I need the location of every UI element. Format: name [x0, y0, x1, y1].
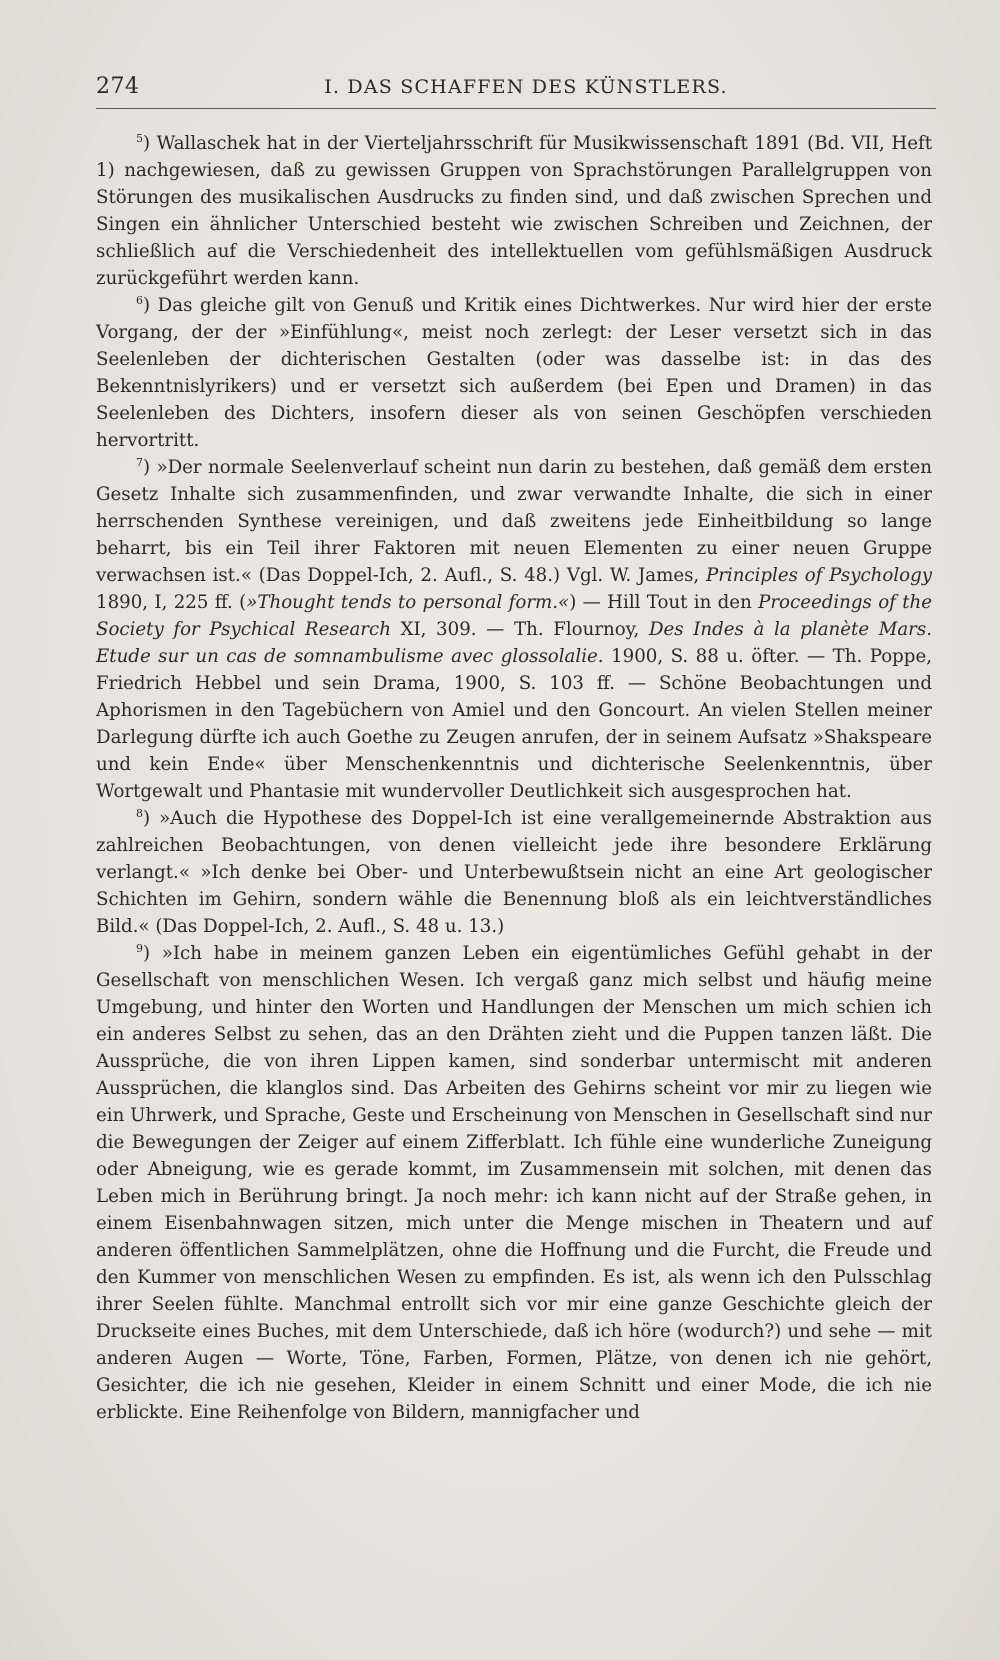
quote-italic: »Thought tends to personal form.«: [246, 592, 570, 613]
page-number: 274: [96, 74, 140, 99]
footnote-text: ) — Hill Tout in den: [569, 592, 759, 613]
footnote-marker: 5: [136, 132, 143, 145]
book-title-italic: Principles of Psychology: [705, 565, 933, 586]
footnote-5: [96, 130, 932, 292]
footnote-text: ) »Der normale Seelenverlauf scheint nun darin zu bestehen, daß gemäß dem ersten Gesetz Inhalte sich zusammenfinden, und zwar verwandte Inhalte, die sich in einer herrschenden Synthese vereinigen, und daß zweitens jede Einheitbildung so lange beharrt, bis ein Teil ihrer Faktoren mit neuen Elementen zu einer neuen Gruppe verwachsen ist.« (Das Doppel-Ich, 2. Aufl., S. 48.) Vgl. W. James,: [96, 457, 932, 586]
footnote-7: [96, 454, 932, 805]
header-rule: [96, 108, 936, 109]
footnote-6: [96, 292, 932, 454]
footnote-marker: 9: [136, 942, 143, 955]
footnote-text: ) »Ich habe in meinem ganzen Leben ein eigentümliches Gefühl gehabt in der Gesellschaft von menschlichen Wesen. Ich vergaß ganz mich selbst und häufig meine Umgebung, und hinter den Worten und Handlungen der Menschen um mich schien ich ein anderes Selbst zu sehen, das an den Drähten zieht und die Puppen tanzen läßt. Die Aussprüche, die von ihren Lippen kamen, sind sonderbar untermischt mit anderen Aussprüchen, die klanglos sind. Das Arbeiten des Gehirns scheint vor mir zu liegen wie ein Uhrwerk, und Sprache, Geste und Erscheinung von Menschen in Gesellschaft sind nur die Bewegungen der Zeiger auf einem Zifferblatt. Ich fühle eine wunderliche Zuneigung oder Abneigung, wie es gerade kommt, im Zusammensein mit solchen, mit denen das Leben mich in Berührung bringt. Ja noch mehr: ich kann nicht auf der Straße gehen, in einem Eisenbahnwagen sitzen, mich unter die Menge mischen in Theatern und auf anderen öffentlichen Sammelplätzen, ohne die Hoffnung und die Furcht, die Freude und den Kummer von menschlichen Wesen zu empfinden. Es ist, als wenn ich den Pulsschlag ihrer Seelen fühlte. Manchmal entrollt sich vor mir eine ganze Geschichte gleich der Druckseite eines Buches, mit dem Unterschiede, daß ich höre (wodurch?) und sehe — mit anderen Augen — Worte, Töne, Farben, Formen, Plätze, von denen ich nie gehört, Gesichter, die ich nie gesehen, Kleider in einem Schnitt und einer Mode, die ich nie erblickte. Eine Reihenfolge von Bildern, mannigfacher und: [96, 943, 932, 1423]
footnote-text: 1900, S. 88 u. öfter. — Th. Poppe, Friedrich Hebbel und sein Drama, 1900, S. 103 ff. — Schöne Beobachtungen und Aphorismen in den Tagebüchern von Amiel und den Goncourt. An vielen Stellen meiner Darlegung dürfte ich auch Goethe zu Zeugen anrufen, der in seinem Aufsatz »Shakspeare und kein Ende« über Menschenkenntnis und dichterische Seelenkenntnis, über Wortgewalt und Phantasie mit wundervoller Deutlichkeit sich ausgesprochen hat.: [96, 646, 932, 802]
journal-title-italic: Proceedings of the Society for Psychical Research: [96, 592, 933, 640]
footnote-marker: 6: [136, 294, 143, 307]
footnote-text: XI, 309. — Th. Flournoy,: [390, 619, 649, 640]
footnote-8: [96, 805, 932, 940]
page-header: [96, 74, 936, 106]
footnote-marker: 8: [136, 807, 143, 820]
footnote-text: ) Wallaschek hat in der Vierteljahrsschrift für Musikwissenschaft 1891 (Bd. VII, Heft 1) nachgewiesen, daß zu gewissen Gruppen von Sprachstörungen Parallelgruppen von Störungen des musikalischen Ausdrucks zu finden sind, und daß zwischen Sprechen und Singen ein ähnlicher Unterschied besteht wie zwischen Schreiben und Zeichnen, der schließlich auf die Verschiedenheit des intellektuellen vom gefühlsmäßigen Ausdruck zurückgeführt werden kann.: [96, 133, 932, 289]
footnote-9: [96, 940, 932, 1426]
footnotes-section: [96, 130, 932, 1426]
running-title: I. DAS SCHAFFEN DES KÜNSTLERS.: [324, 76, 728, 98]
book-title-italic: Des Indes à la planète Mars. Etude sur un cas de somnambulisme avec glossolalie.: [96, 619, 932, 667]
footnote-text: ) »Auch die Hypothese des Doppel-Ich ist eine verallgemeinernde Abstraktion aus zahlreichen Beobachtungen, von denen vielleicht jede ihre besondere Erklärung verlangt.« »Ich denke bei Ober- und Unterbewußtsein nicht an eine Art geologischer Schichten im Gehirn, sondern wähle die Benennung bloß als ein leichtverständliches Bild.« (Das Doppel-Ich, 2. Aufl., S. 48 u. 13.): [96, 808, 932, 937]
footnote-text: 1890, I, 225 ff. (: [96, 592, 247, 613]
footnote-text: ) Das gleiche gilt von Genuß und Kritik eines Dichtwerkes. Nur wird hier der erste Vorgang, der der »Einfühlung«, meist noch zerlegt: der Leser versetzt sich in das Seelenleben der dichterischen Gestalten (oder was dasselbe ist: in das des Bekenntnislyrikers) und er versetzt sich außerdem (bei Epen und Dramen) in das Seelenleben des Dichters, insofern dieser als von seinen Geschöpfen verschieden hervortritt.: [96, 295, 932, 451]
footnote-marker: 7: [136, 456, 143, 469]
